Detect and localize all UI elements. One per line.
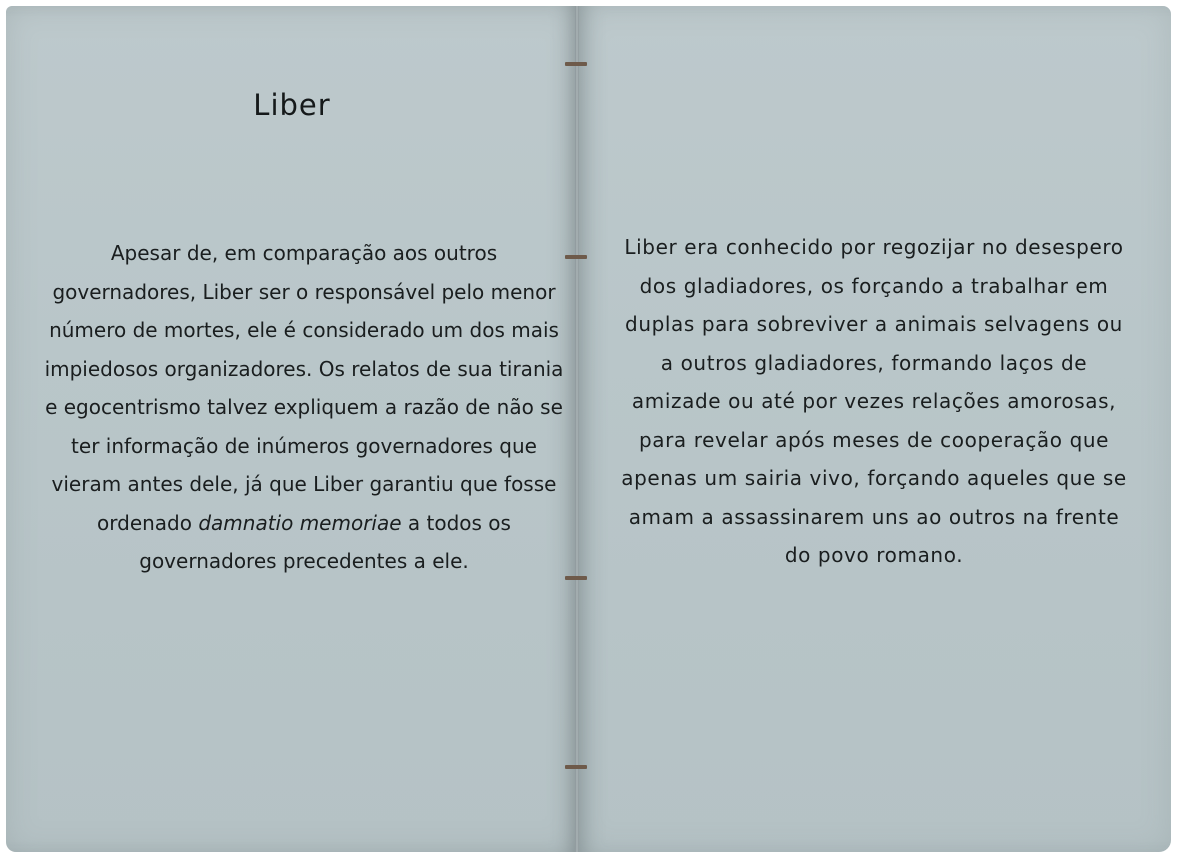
page-title: Liber [253,88,331,122]
latin-phrase: damnatio memoriae [198,510,402,535]
left-page [6,6,578,852]
left-page-paragraph [44,234,564,581]
right-page-paragraph: Liber era conhecido por regozijar no desespero dos gladiadores, os forçando a trabalhar em duplas para sobreviver a animais selvagens ou a outros gladiadores, formando laços de amizade ou até por vezes relações amorosas, para revelar após meses de cooperação que apenas um sairia vivo, forçando aqueles que se amam a assassinarem uns ao outros na frente do povo romano. [621,235,1127,567]
staple-icon [565,765,587,769]
staple-icon [565,576,587,580]
staple-icon [565,255,587,259]
paragraph-text-start: Apesar de, em comparação aos outros governadores, Liber ser o responsável pelo menor número de mortes, ele é considerado um dos mais impiedosos organizadores. Os relatos de sua tirania e egocentrismo talvez expliquem a razão de não se ter informação de inúmeros governadores que vieram antes dele, já que Liber garantiu que fosse ordenado [44,241,564,535]
paragraph-text-end: a todos os governadores precedentes a ele. [139,510,511,573]
staple-icon [565,62,587,66]
right-page [578,6,1171,852]
book-spine [575,6,579,852]
